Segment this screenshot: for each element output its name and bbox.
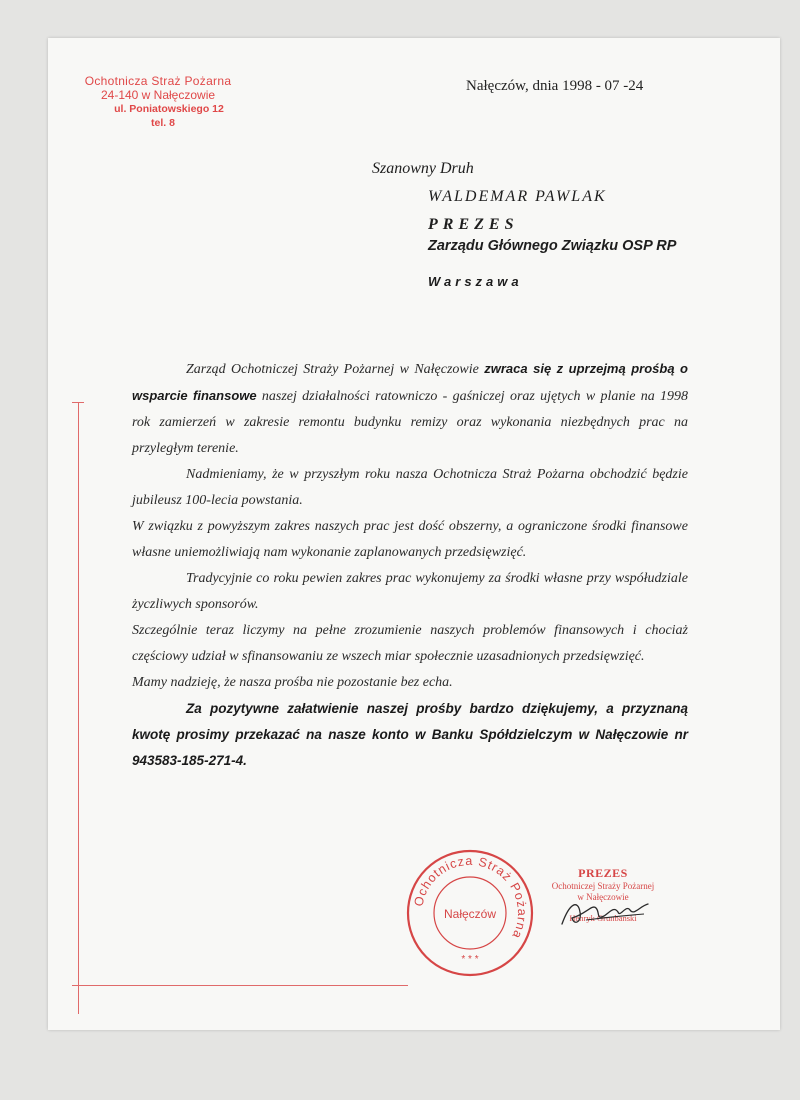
president-org-line-1: Ochotniczej Straży Pożarnej <box>551 881 655 891</box>
paragraph-2: Nadmieniamy, że w przyszłym roku nasza Ochotnicza Straż Pożarna obchodzić będzie jubileusz 100-lecia powstania. <box>132 467 688 508</box>
paragraph-6: Mamy nadzieję, że nasza prośba nie pozostanie bez echa. <box>132 675 453 690</box>
margin-tick <box>72 402 84 403</box>
addressee-name: WALDEMAR PAWLAK <box>428 188 607 205</box>
addressee-title: PREZES <box>428 216 519 233</box>
letterhead-line-2: 24-140 w Nałęczowie <box>100 88 216 102</box>
paragraph-5: Szczególnie teraz liczymy na pełne zrozumienie naszych problemów finansowych i chociaż częściowy udział w sfinansowaniu ze wszech miar społecznie uzasadnionych przedsięwzięć. <box>132 623 688 664</box>
paragraph-3: W związku z powyższym zakres naszych prac jest dość obszerny, a ograniczone środki finansowe własne uniemożliwiają nam wykonanie zaplanowanych przedsięwzięć. <box>132 519 688 560</box>
salutation: Szanowny Druh <box>372 160 474 177</box>
letterhead-line-3: ul. Poniatowskiego 12 <box>114 103 224 115</box>
paragraph-1-end: naszej działalności ratowniczo - gaśniczej oraz ujętych w planie na 1998 rok zamierzeń w zakresie remontu budynku remizy oraz wykonania niezbędnych prac na przyległym terenie. <box>132 389 688 456</box>
stamp-ring-text: Ochotnicza Straż Pożarna <box>411 853 530 942</box>
closing-paragraph: Za pozytywne załatwienie naszej prośby bardzo dziękujemy, a przyznaną kwotę prosimy przekazać na nasze konto w Banku Spółdzielczym w Nałęczowie nr 943583-185-271-4. <box>132 701 688 768</box>
letterhead-stamp <box>58 74 258 130</box>
footer-line <box>72 985 408 986</box>
addressee-organization: Zarządu Głównego Związku OSP RP <box>428 238 677 254</box>
stamp-center-text: Nałęczów <box>443 907 497 921</box>
president-name: Henryk Grunbanski <box>569 913 637 923</box>
letterhead-line-1: Ochotnicza Straż Pożarna <box>84 74 232 88</box>
paragraph-1-emphasis: zwraca się z uprzejmą prośbą o wsparcie finansowe <box>132 361 688 403</box>
president-org-line-2: w Nałęczowie <box>577 892 629 902</box>
paragraph-4: Tradycyjnie co roku pewien zakres prac wykonujemy za środki własne przy współudziale życzliwych sponsorów. <box>132 571 688 612</box>
handwritten-signature <box>556 894 652 930</box>
addressee-city: Warszawa <box>428 274 523 289</box>
letter-date: Nałęczów, dnia 1998 - 07 -24 <box>466 78 644 94</box>
margin-line <box>78 402 79 1014</box>
letter-body <box>132 356 688 774</box>
paragraph-1 <box>132 356 688 462</box>
letterhead-line-4: tel. 8 <box>151 117 175 129</box>
paragraph-1-start: Zarząd Ochotniczej Straży Pożarnej w Nałęczowie <box>186 362 485 377</box>
president-title: PREZES <box>578 866 628 880</box>
stamp-stars: * * * <box>461 954 479 965</box>
round-stamp <box>405 848 535 978</box>
